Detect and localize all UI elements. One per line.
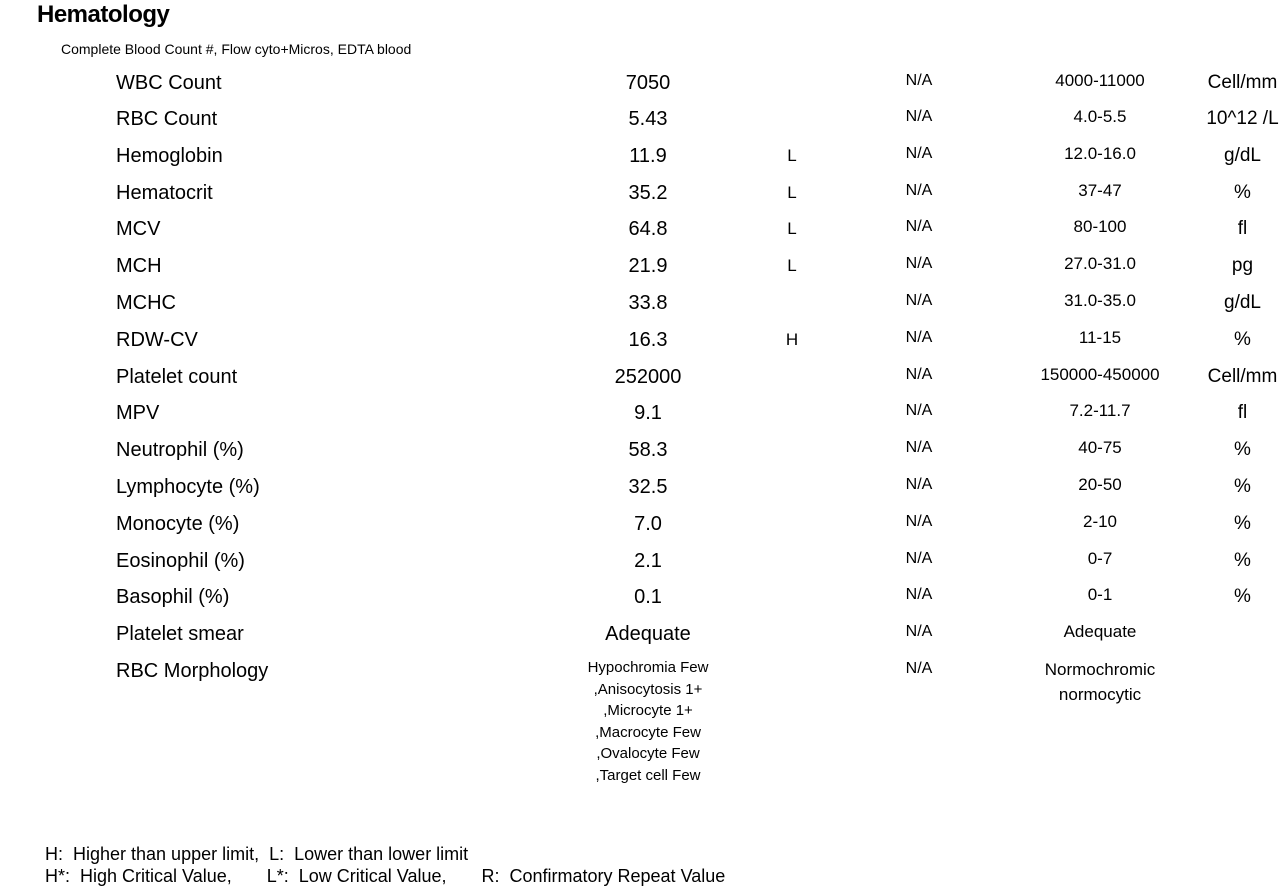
- result-unit: Cell/mm: [1207, 72, 1278, 93]
- previous-result: N/A: [905, 476, 933, 493]
- table-row: [0, 107, 1283, 143]
- previous-result: N/A: [905, 145, 933, 162]
- result-unit: %: [1234, 439, 1251, 460]
- test-name: RBC Count: [116, 108, 218, 130]
- section-title: Hematology: [37, 1, 170, 28]
- table-row: [0, 512, 1283, 548]
- test-result: 7050: [625, 72, 671, 94]
- test-name: RDW-CV: [116, 329, 198, 351]
- test-name: WBC Count: [116, 72, 222, 94]
- reference-range: 150000-450000: [1040, 365, 1160, 384]
- test-result: 9.1: [634, 402, 662, 424]
- test-name: Eosinophil (%): [116, 550, 245, 572]
- table-row: [0, 328, 1283, 364]
- test-name: Platelet smear: [116, 623, 244, 645]
- test-name: Hemoglobin: [116, 145, 223, 167]
- table-row: [0, 254, 1283, 290]
- reference-range: 2-10: [1082, 512, 1118, 531]
- reference-range: 4.0-5.5: [1073, 107, 1127, 126]
- result-unit: Cell/mm: [1207, 366, 1278, 387]
- test-result: 7.0: [634, 513, 662, 535]
- result-flag: L: [787, 219, 797, 238]
- previous-result: N/A: [905, 329, 933, 346]
- test-name: RBC Morphology: [116, 660, 269, 682]
- result-unit: fl: [1237, 402, 1248, 423]
- table-row: [0, 475, 1283, 511]
- flag-legend-line-2: H*: High Critical Value, L*: Low Critical Value, R: Confirmatory Repeat Value: [45, 866, 726, 886]
- table-row: [0, 291, 1283, 327]
- previous-result: N/A: [905, 72, 933, 89]
- reference-range: 31.0-35.0: [1064, 291, 1136, 310]
- test-result: Hypochromia Few ,Anisocytosis 1+ ,Microcyte 1+ ,Macrocyte Few ,Ovalocyte Few ,Target cell Few: [587, 659, 709, 784]
- flag-legend-line-1: H: Higher than upper limit, L: Lower than lower limit: [45, 844, 469, 864]
- table-row: [0, 144, 1283, 180]
- test-result: 16.3: [628, 329, 668, 351]
- result-unit: %: [1234, 476, 1251, 497]
- test-name: MPV: [116, 402, 160, 424]
- previous-result: N/A: [905, 513, 933, 530]
- previous-result: N/A: [905, 623, 933, 640]
- reference-range: Normochromic normocytic: [1044, 660, 1156, 704]
- table-row: [0, 622, 1283, 658]
- result-flag: L: [787, 183, 797, 202]
- previous-result: N/A: [905, 366, 933, 383]
- test-result: 32.5: [628, 476, 668, 498]
- test-result: 58.3: [628, 439, 668, 461]
- test-name: Platelet count: [116, 366, 238, 388]
- table-row: [0, 438, 1283, 474]
- result-unit: %: [1234, 586, 1251, 607]
- table-row: [0, 549, 1283, 585]
- result-unit: fl: [1237, 218, 1248, 239]
- test-name: Lymphocyte (%): [116, 476, 260, 498]
- table-row: [0, 365, 1283, 401]
- reference-range: 4000-11000: [1055, 71, 1145, 90]
- previous-result: N/A: [905, 292, 933, 309]
- previous-result: N/A: [905, 586, 933, 603]
- test-result: 252000: [614, 366, 682, 388]
- previous-result: N/A: [905, 182, 933, 199]
- test-result: Adequate: [605, 623, 691, 645]
- test-name: Monocyte (%): [116, 513, 240, 535]
- reference-range: 0-1: [1087, 585, 1113, 604]
- reference-range: Adequate: [1063, 622, 1137, 641]
- test-name: Neutrophil (%): [116, 439, 244, 461]
- test-result: 0.1: [634, 586, 662, 608]
- table-row: [0, 217, 1283, 253]
- result-unit: %: [1234, 550, 1251, 571]
- test-result: 5.43: [628, 108, 668, 130]
- table-row: [0, 401, 1283, 437]
- test-name: MCHC: [116, 292, 176, 314]
- previous-result: N/A: [905, 550, 933, 567]
- test-result: 21.9: [628, 255, 668, 277]
- table-row: [0, 181, 1283, 217]
- test-result: 35.2: [628, 182, 668, 204]
- result-flag: H: [785, 330, 799, 349]
- result-unit: g/dL: [1224, 292, 1261, 313]
- previous-result: N/A: [905, 255, 933, 272]
- reference-range: 80-100: [1073, 217, 1127, 236]
- previous-result: N/A: [905, 218, 933, 235]
- test-name: Basophil (%): [116, 586, 230, 608]
- reference-range: 7.2-11.7: [1069, 401, 1131, 420]
- reference-range: 12.0-16.0: [1064, 144, 1136, 163]
- table-row: [0, 585, 1283, 621]
- test-result: 2.1: [634, 550, 662, 572]
- previous-result: N/A: [905, 439, 933, 456]
- result-unit: %: [1234, 182, 1251, 203]
- test-result: 33.8: [628, 292, 668, 314]
- reference-range: 11-15: [1078, 328, 1122, 347]
- test-result: 11.9: [629, 145, 667, 167]
- reference-range: 27.0-31.0: [1064, 254, 1136, 273]
- test-panel-subtitle: Complete Blood Count #, Flow cyto+Micros, EDTA blood: [61, 41, 412, 57]
- result-flag: L: [787, 256, 797, 275]
- test-name: MCH: [116, 255, 162, 277]
- result-unit: %: [1234, 329, 1251, 350]
- test-name: MCV: [116, 218, 161, 240]
- reference-range: 40-75: [1078, 438, 1122, 457]
- result-unit: 10^12 /L: [1206, 108, 1279, 129]
- reference-range: 37-47: [1078, 181, 1122, 200]
- reference-range: 0-7: [1087, 549, 1113, 568]
- previous-result: N/A: [905, 402, 933, 419]
- previous-result: N/A: [905, 660, 933, 677]
- reference-range: 20-50: [1078, 475, 1122, 494]
- result-unit: g/dL: [1224, 145, 1261, 166]
- test-result: 64.8: [628, 218, 668, 240]
- result-unit: %: [1234, 513, 1251, 534]
- result-flag: L: [787, 146, 797, 165]
- table-row: [0, 71, 1283, 107]
- result-unit: pg: [1231, 255, 1254, 276]
- test-name: Hematocrit: [116, 182, 213, 204]
- table-row: [0, 659, 1283, 789]
- previous-result: N/A: [905, 108, 933, 125]
